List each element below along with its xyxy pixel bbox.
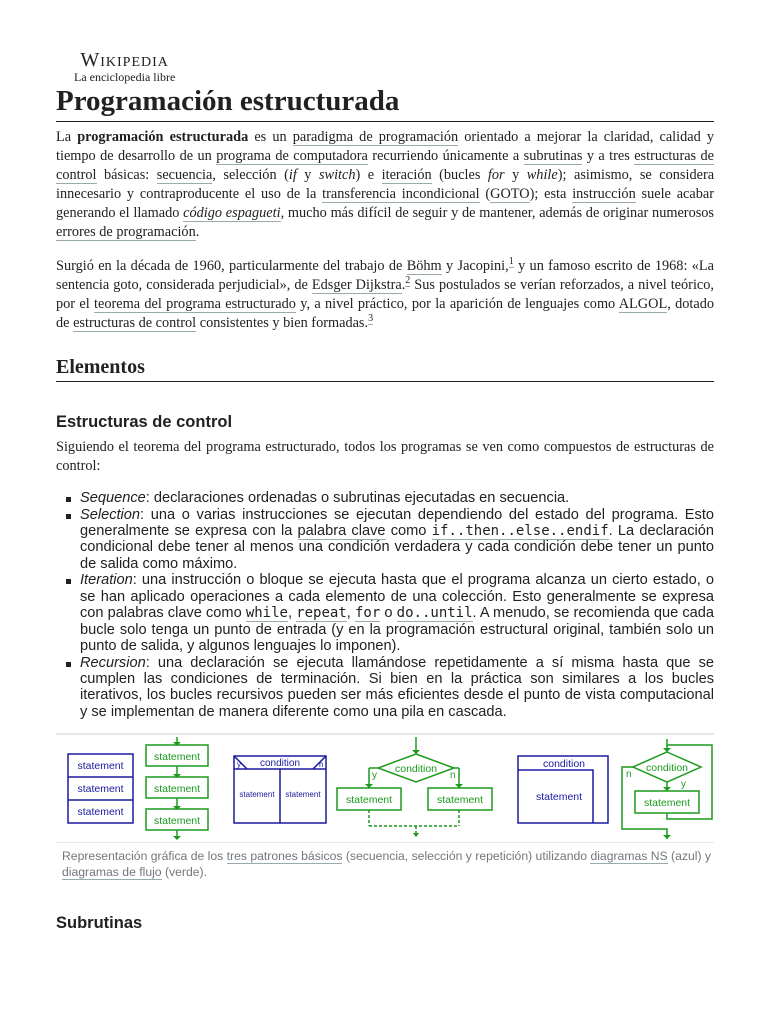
section-heading-elementos: Elementos <box>56 356 145 378</box>
link-estructuras-control[interactable]: estructuras de control <box>56 148 715 183</box>
ns-sel-n: n <box>319 760 324 769</box>
ns-sel-statement-y: statement <box>239 790 275 799</box>
link-bohm[interactable]: Böhm <box>406 258 442 274</box>
control-intro-paragraph: Siguiendo el teorema del programa estructurado, todos los programas se ven como compuestos de estructuras de control: <box>56 439 714 474</box>
link-palabra-clave[interactable]: palabra clave <box>297 523 386 539</box>
link-instruccion[interactable]: instrucción <box>572 186 636 202</box>
flow-sel-n: n <box>450 770 456 781</box>
page-title: Programación estructurada <box>56 85 400 117</box>
link-codigo-espagueti[interactable]: código espagueti <box>183 205 281 221</box>
ns-seq-statement-3: statement <box>77 806 124 818</box>
flow-iter-condition: condition <box>645 762 689 774</box>
ref-3[interactable]: 3 <box>368 313 374 325</box>
logo-wordmark: Wikipedia <box>80 49 169 71</box>
list-item: Sequence: declaraciones ordenadas o subrutinas ejecutadas en secuencia. <box>80 490 714 506</box>
list-item: Selection: una o varias instrucciones se ejecutan dependiendo del estado del programa. Esto generalmente se expresa con la palabra clave como if..then..else..endif. La declaración condicional debe tener al menos una condición verdadera y cada condición debe tener un punto de salida como máximo. <box>80 506 714 572</box>
link-algol[interactable]: ALGOL <box>618 296 668 312</box>
list-item: Recursion: una declaración se ejecuta llamándose repetidamente a sí misma hasta que se cumplen las condiciones de terminación. Si bien en la práctica son similares a los bucles iterativos, los bucles recursivos pueden ser más eficientes desde el punto de vista computacional y se implementan de manera diferente como una pila en cascada. <box>80 654 714 720</box>
flow-iter-y: y <box>681 779 686 790</box>
subsection-heading-subrutinas: Subrutinas <box>56 914 143 932</box>
link-tres-patrones[interactable]: tres patrones básicos <box>226 849 343 863</box>
link-teorema[interactable]: teorema del programa estructurado <box>94 296 296 312</box>
link-errores[interactable]: errores de programación <box>56 224 196 240</box>
ns-seq-statement-1: statement <box>77 760 124 772</box>
ns-seq-statement-2: statement <box>77 783 124 795</box>
control-structures-diagram[interactable] <box>56 733 714 843</box>
link-subrutinas[interactable]: subrutinas <box>523 148 583 164</box>
ref-2[interactable]: 2 <box>405 275 411 287</box>
wikipedia-logo[interactable] <box>74 50 175 84</box>
ns-sel-statement-n: statement <box>285 790 321 799</box>
ns-iter-statement: statement <box>535 791 583 803</box>
figure-caption: Representación gráfica de los tres patrones básicos (secuencia, selección y repetición) utilizando diagramas NS (azul) y diagramas de flujo (verde). <box>62 849 712 879</box>
ref-1[interactable]: 1 <box>508 256 514 268</box>
section-divider <box>56 381 714 382</box>
control-structures-list <box>56 490 714 720</box>
history-paragraph: Surgió en la década de 1960, particularmente del trabajo de Böhm y Jacopini,$^1$ y un famoso escrito de 1968: «La sentencia goto, considerada perjudicial», de Edsger Dijkstra.$^2$ Sus postulados se verían reforzados, a nivel teórico, por el teorema del programa estructurado y, a nivel práctico, por la aparición de lenguajes como ALGOL, dotado de estructuras de control consistentes y bien formadas.$^3$ <box>56 256 714 331</box>
flow-sel-statement-n: statement <box>436 794 484 806</box>
flow-seq-statement-1: statement <box>153 751 201 763</box>
flow-sel-statement-y: statement <box>345 794 393 806</box>
flow-seq-statement-3: statement <box>153 815 201 827</box>
logo-tagline: La enciclopedia libre <box>74 70 176 84</box>
subsection-heading-control: Estructuras de control <box>56 413 233 431</box>
link-diagramas-flujo[interactable]: diagramas de flujo <box>62 865 162 879</box>
link-programa[interactable]: programa de computadora <box>216 148 368 164</box>
link-dijkstra[interactable]: Edsger Dijkstra <box>311 277 402 293</box>
link-estructuras-control-2[interactable]: estructuras de control <box>73 315 197 331</box>
link-iteracion[interactable]: iteración <box>381 167 432 183</box>
link-diagramas-ns[interactable]: diagramas NS <box>590 849 668 863</box>
ns-iter-condition: condition <box>542 758 586 770</box>
list-item: Iteration: una instrucción o bloque se ejecuta hasta que el programa alcanza un cierto estado, o se han aplicado operaciones a cada elemento de una colección. Esto generalmente se expresa con palabras clave como while, repeat, for o do..until. A menudo, se recomienda que cada bucle solo tenga un punto de entrada (y en la programación estructural original, también solo un punto de salida, y algunos lenguajes lo imponen). <box>80 572 715 655</box>
link-transferencia[interactable]: transferencia incondicional <box>322 186 480 202</box>
flow-sel-y: y <box>372 770 377 781</box>
intro-paragraph: La programación estructurada es un paradigma de programación orientado a mejorar la claridad, calidad y tiempo de desarrollo de un programa de computadora recurriendo únicamente a subrutinas y a tres estructuras de control básicas: secuencia, selección (if y switch) e iteración (bucles for y while); asimismo, se considera innecesario y contraproducente el uso de la transferencia incondicional (GOTO); esta instrucción suele acabar generando el llamado código espagueti, mucho más difícil de seguir y de mantener, además de originar numerosos errores de programación. <box>56 129 715 240</box>
title-divider <box>56 121 714 122</box>
flow-iter-statement: statement <box>643 797 691 809</box>
flow-seq-statement-2: statement <box>153 783 201 795</box>
flow-iter-n: n <box>626 769 632 780</box>
link-paradigma[interactable]: paradigma de programación <box>292 129 459 145</box>
ns-sel-condition: condition <box>259 758 301 769</box>
flow-sel-condition: condition <box>394 763 438 775</box>
link-goto[interactable]: GOTO <box>490 186 530 202</box>
link-secuencia[interactable]: secuencia <box>156 167 213 183</box>
ns-sel-y: y <box>237 760 241 769</box>
